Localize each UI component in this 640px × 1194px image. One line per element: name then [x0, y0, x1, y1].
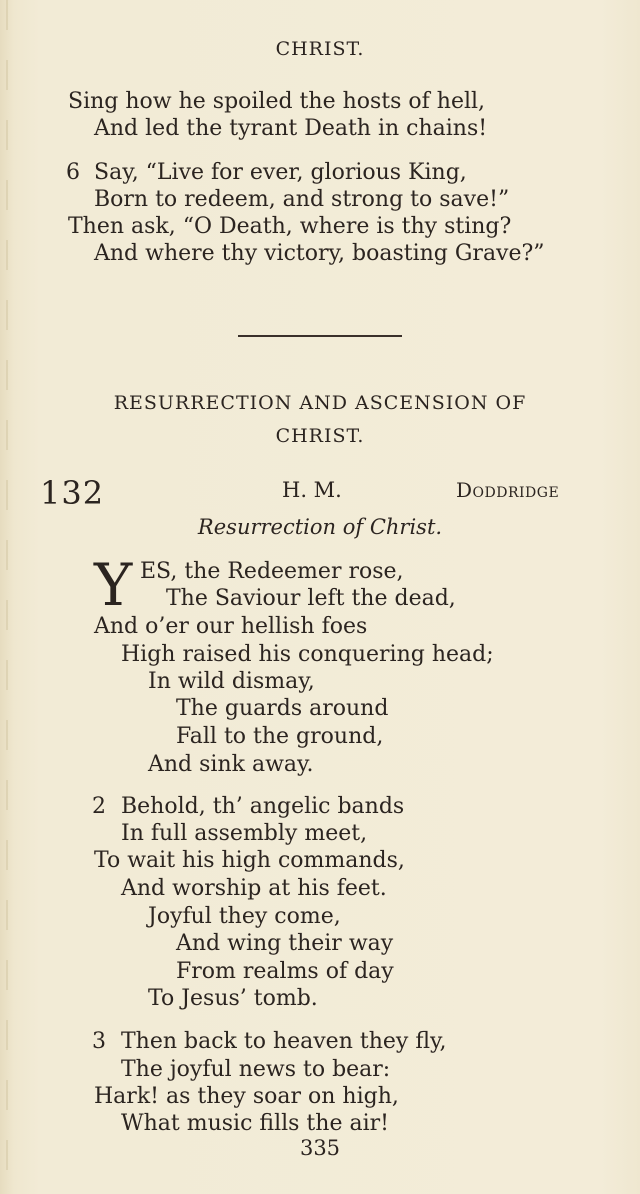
verse-line: From realms of day — [176, 959, 394, 984]
hymn-meter: H. M. — [282, 478, 342, 502]
verse-line: Sing how he spoiled the hosts of hell, — [68, 89, 486, 114]
section-title-line1: RESURRECTION AND ASCENSION OF — [113, 392, 527, 414]
verse-line: The guards around — [176, 696, 389, 721]
verse-line: And led the tyrant Death in chains! — [94, 116, 488, 141]
hymn-author: Doddridge — [456, 478, 560, 502]
verse-line: In full assembly meet, — [121, 821, 368, 846]
verse-line: Behold, th’ angelic bands — [121, 794, 405, 819]
section-title-line2: CHRIST. — [275, 425, 365, 447]
verse-line: And sink away. — [148, 752, 314, 777]
verse-line: High raised his conquering head; — [121, 642, 494, 667]
verse-line: Then ask, “O Death, where is thy sting? — [68, 214, 512, 239]
verse-line: Say, “Live for ever, glorious King, — [94, 160, 467, 185]
verse-line: To wait his high commands, — [94, 848, 405, 873]
stanza-number: 6 — [66, 160, 80, 185]
verse-line: ES, the Redeemer rose, — [140, 559, 404, 584]
verse-line: Joyful they come, — [148, 904, 341, 929]
verse-line: What music fills the air! — [121, 1111, 389, 1136]
verse-line: The joyful news to bear: — [121, 1057, 391, 1082]
page-number: 335 — [299, 1136, 341, 1160]
verse-line: To Jesus’ tomb. — [148, 986, 318, 1011]
stanza-number: 2 — [92, 794, 106, 819]
verse-line: And where thy victory, boasting Grave?” — [94, 241, 545, 266]
section-divider — [238, 335, 402, 337]
running-head: CHRIST. — [275, 38, 365, 60]
verse-line: And worship at his feet. — [121, 876, 387, 901]
verse-line: Fall to the ground, — [176, 724, 384, 749]
page-binding-edge — [6, 0, 8, 1194]
verse-line: Born to redeem, and strong to save!” — [94, 187, 510, 212]
drop-cap: Y — [94, 551, 133, 619]
verse-line: And o’er our hellish foes — [94, 614, 368, 639]
verse-line: Hark! as they soar on high, — [94, 1084, 399, 1109]
verse-line: The Saviour left the dead, — [166, 586, 456, 611]
verse-line: And wing their way — [176, 931, 394, 956]
verse-line: Then back to heaven they fly, — [121, 1029, 447, 1054]
stanza-number: 3 — [92, 1029, 106, 1054]
verse-line: In wild dismay, — [148, 669, 315, 694]
hymn-number: 132 — [40, 474, 105, 512]
hymn-title: Resurrection of Christ. — [197, 515, 443, 539]
